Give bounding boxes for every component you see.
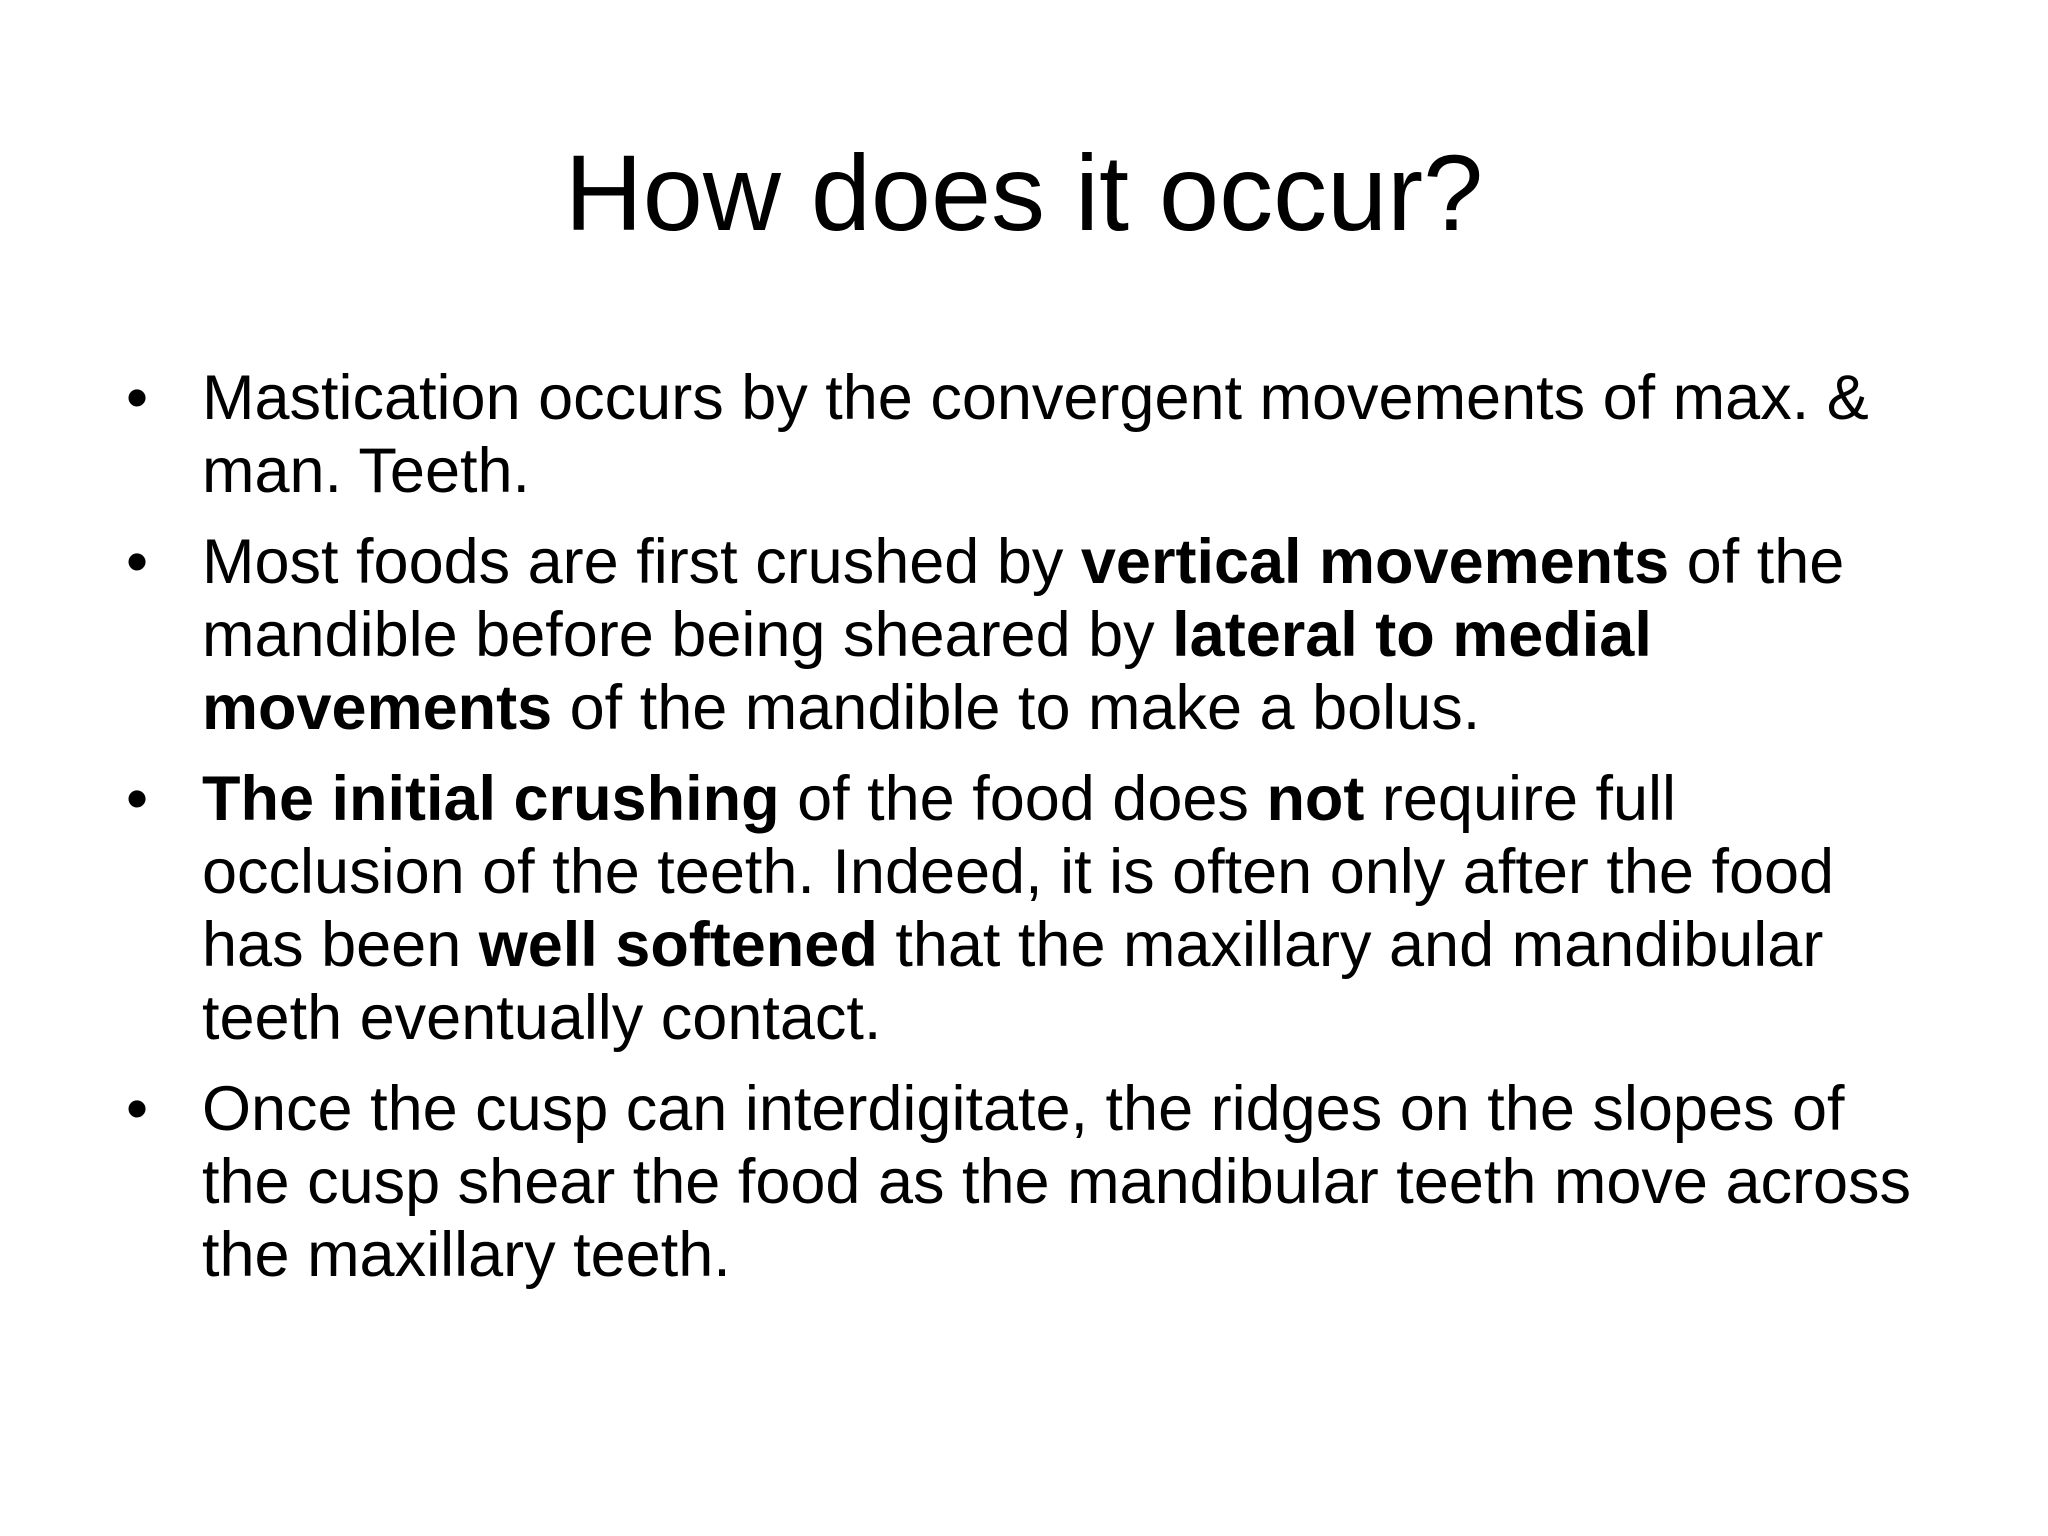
bullet-text-bold: not — [1266, 764, 1365, 834]
bullet-dot-icon: • — [126, 527, 149, 597]
bullet-text: of the mandible before being sheared by — [202, 527, 1845, 670]
bullet-text-bold: lateral to medial movements — [202, 600, 1652, 743]
bullet-item — [120, 763, 1940, 1055]
bullet-text: Once the cusp can interdigitate, the ridges on the slopes of the cusp shear the food as the mandibular teeth move across the maxillary teeth. — [202, 1074, 1911, 1290]
bullet-text: of the food does — [779, 764, 1267, 834]
bullet-text: require full occlusion of the teeth. Indeed, it is often only after the food has been — [202, 764, 1835, 980]
bullet-text: that the maxillary and mandibular teeth eventually contact. — [202, 910, 1824, 1053]
bullet-text-bold: well softened — [478, 910, 878, 980]
bullet-text-bold: vertical movements — [1080, 527, 1670, 597]
bullet-text: of the mandible to make a bolus. — [552, 673, 1481, 743]
bullet-item — [120, 1073, 1940, 1292]
bullet-text: Mastication occurs by the convergent movements of max. & man. Teeth. — [202, 363, 1869, 506]
bullet-item — [120, 526, 1940, 745]
bullet-list — [120, 362, 1940, 1310]
bullet-dot-icon: • — [126, 1074, 149, 1144]
bullet-text-bold: The initial crushing — [202, 764, 780, 834]
bullet-item — [120, 362, 1940, 508]
bullet-text: Most foods are first crushed by — [202, 527, 1081, 597]
slide-title: How does it occur? — [564, 132, 1484, 253]
bullet-dot-icon: • — [126, 764, 149, 834]
bullet-dot-icon: • — [126, 363, 149, 433]
